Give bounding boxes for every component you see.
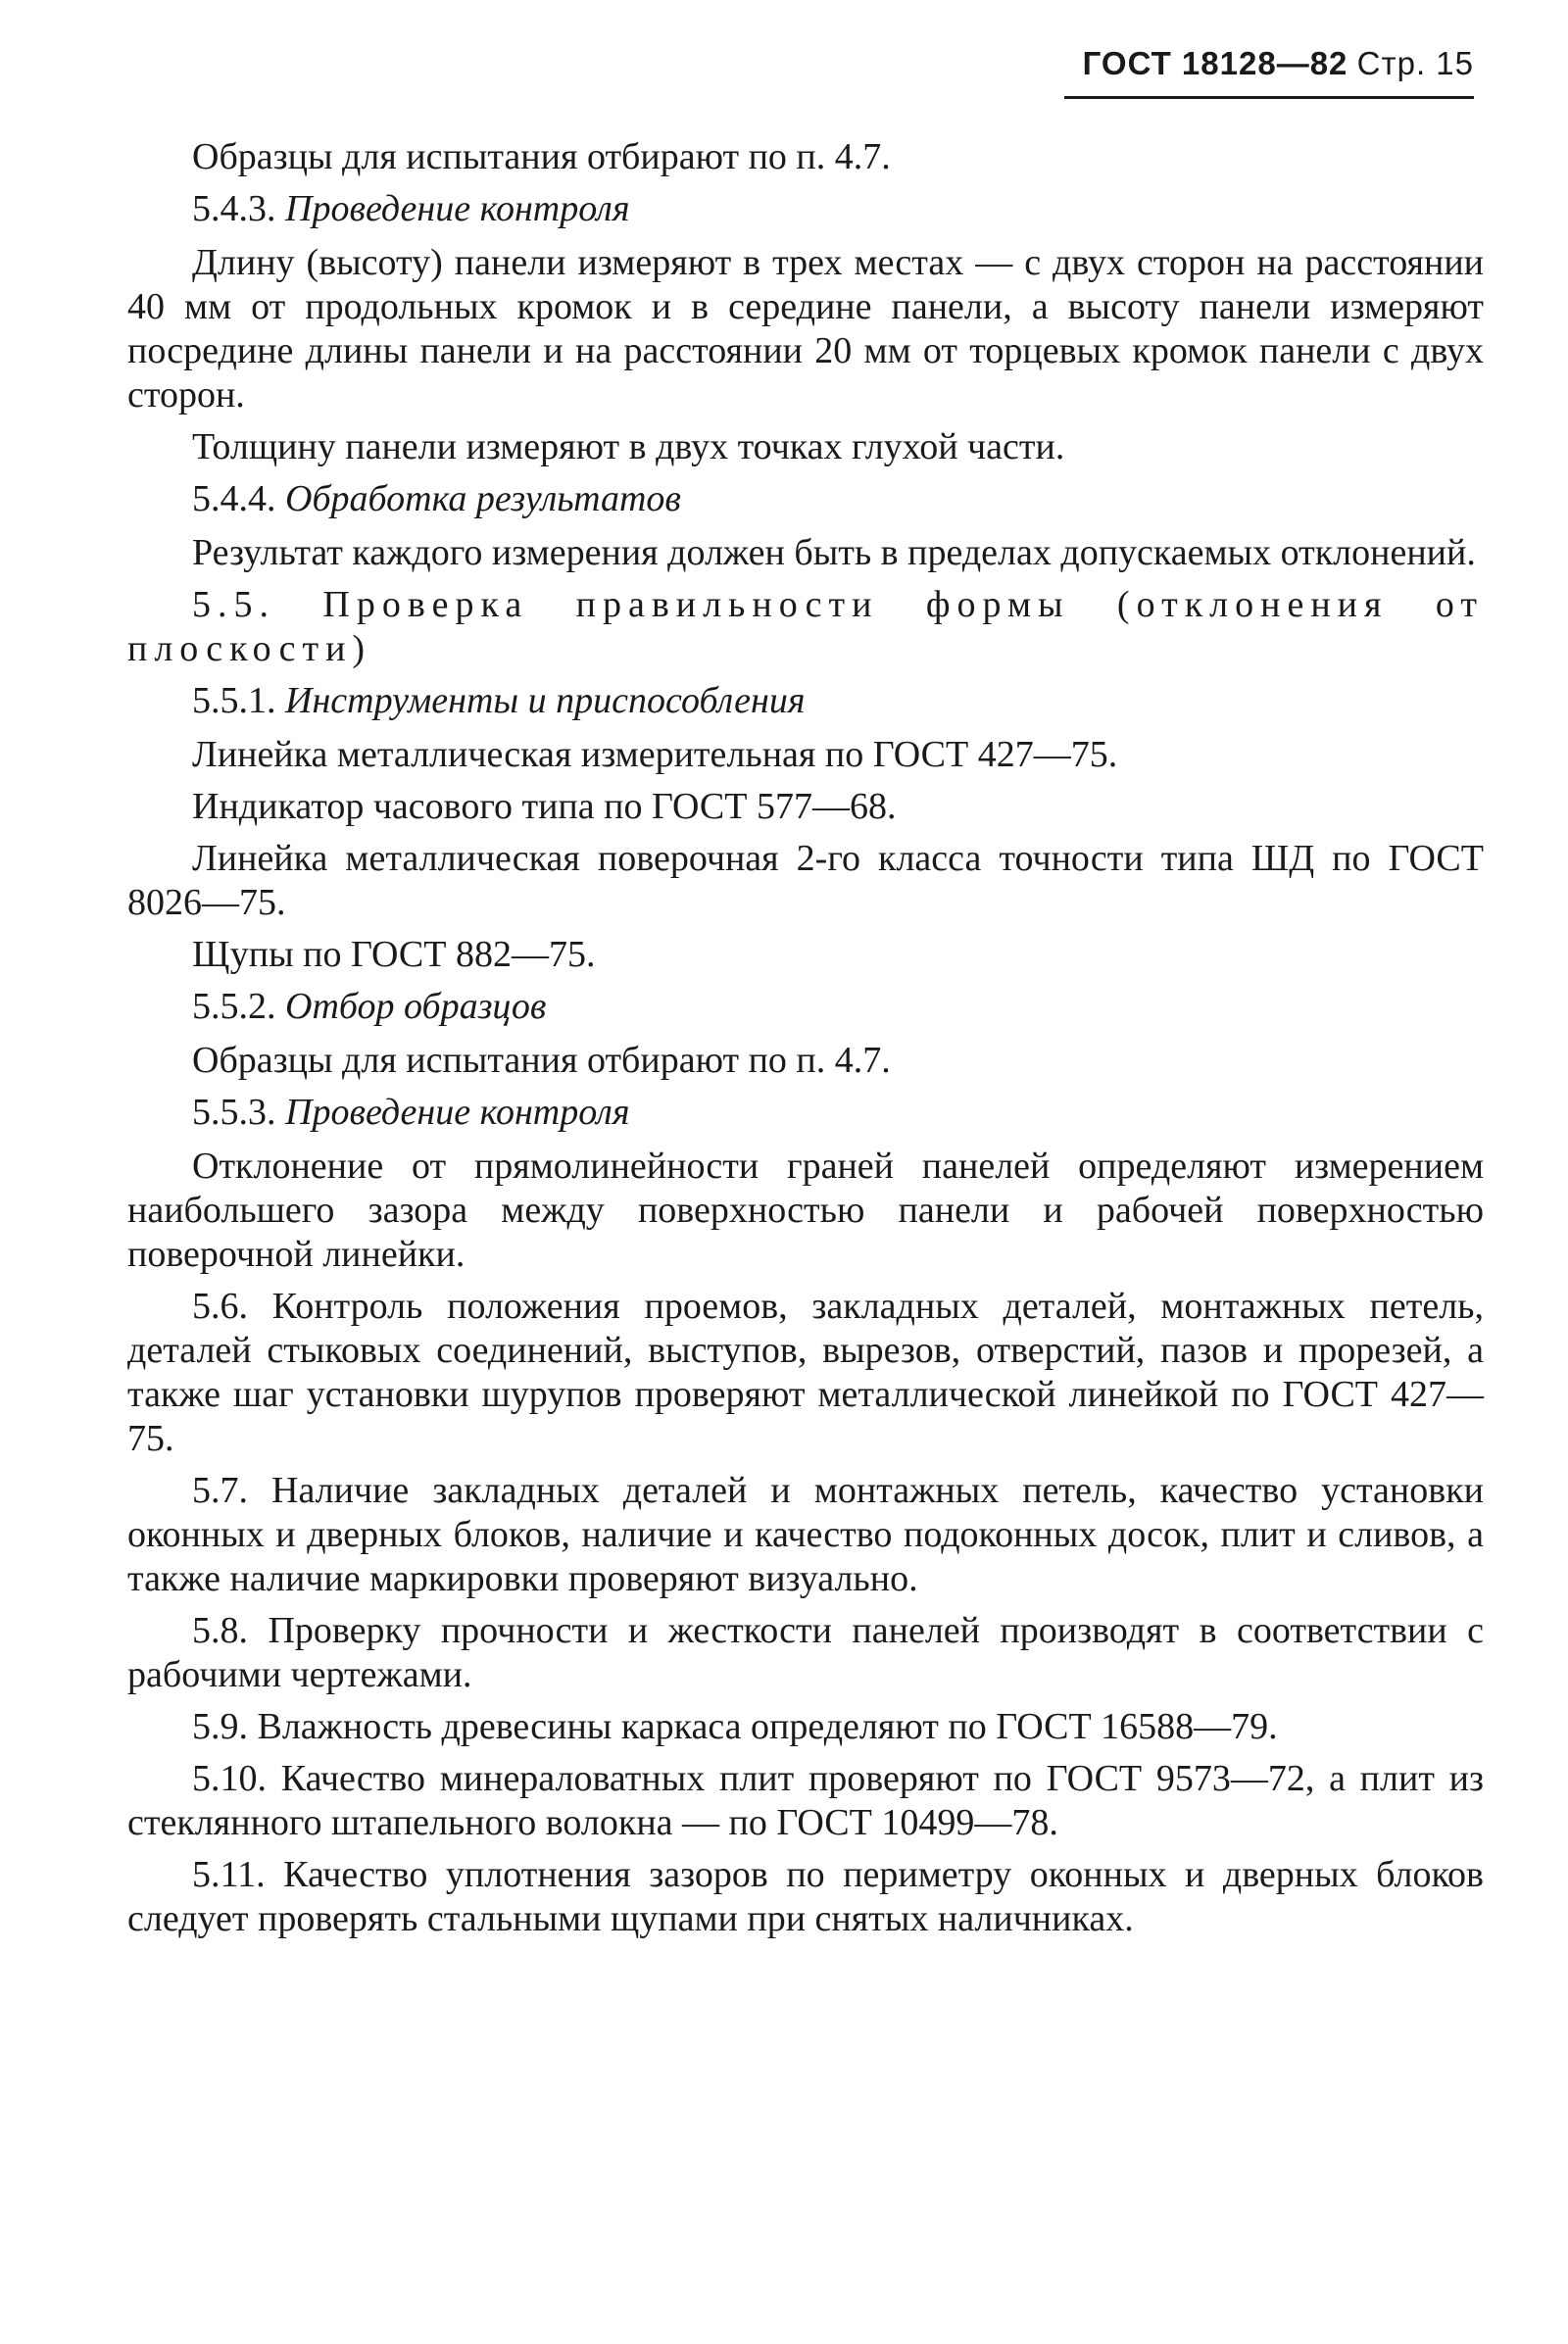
section-title: Инструменты и приспособления [285, 680, 806, 721]
header-rule [1064, 96, 1474, 99]
paragraph: Отклонение от прямолинейности граней панелей определяют измерением наибольшего зазора между поверхностью панели и рабочей поверхностью поверочной линейки. [127, 1146, 1484, 1275]
running-header [984, 45, 1474, 83]
section-number: 5.4.4. [192, 478, 276, 519]
paragraph: Линейка металлическая поверочная 2-го класса точности типа ШД по ГОСТ 8026—75. [127, 838, 1484, 923]
paragraph: Образцы для испытания отбирают по п. 4.7. [192, 136, 891, 177]
document-id: ГОСТ 18128—82 [1082, 45, 1348, 81]
paragraph: 5.9. Влажность древесины каркаса определяют по ГОСТ 16588—79. [192, 1706, 1278, 1747]
paragraph: Индикатор часового типа по ГОСТ 577—68. [192, 786, 897, 827]
section-number: 5.5.3. [192, 1092, 276, 1133]
section-number: 5.5.1. [192, 680, 276, 721]
section-heading-5-4-4 [127, 477, 1484, 521]
section-heading-5-5-3 [127, 1091, 1484, 1135]
paragraph: Щупы по ГОСТ 882—75. [192, 934, 596, 975]
section-heading-5-4-3 [127, 187, 1484, 231]
paragraph: 5.7. Наличие закладных деталей и монтажных петель, качество установки оконных и дверных блоков, наличие и качество подоконных досок, плит и сливов, а также наличие маркировки проверяют визуально. [127, 1470, 1484, 1599]
paragraph: 5.10. Качество минераловатных плит проверяют по ГОСТ 9573—72, а плит из стеклянного штапельного волокна — по ГОСТ 10499—78. [127, 1758, 1484, 1843]
section-number: 5.5.2. [192, 986, 276, 1027]
section-heading-5-5-1 [127, 679, 1484, 723]
section-title: Проведение контроля [285, 1092, 630, 1133]
paragraph: Толщину панели измеряют в двух точках глухой части. [192, 426, 1065, 467]
paragraph: Результат каждого измерения должен быть в пределах допускаемых отклонений. [192, 532, 1476, 573]
section-heading-5-5-2 [127, 985, 1484, 1029]
section-title: Отбор образцов [285, 986, 547, 1027]
paragraph: Длину (высоту) панели измеряют в трех местах — с двух сторон на расстоянии 40 мм от продольных кромок и в середине панели, а высоту панели измеряют посредине длины панели и на расстоянии 20 мм от торцевых кромок панели с двух сторон. [127, 242, 1484, 415]
section-title: Обработка результатов [285, 478, 681, 519]
section-heading-5-5: 5.5. Проверка правильности формы (отклонения от плоскости) [127, 584, 1484, 669]
paragraph: 5.11. Качество уплотнения зазоров по периметру оконных и дверных блоков следует проверять стальными щупами при снятых наличниках. [127, 1854, 1484, 1939]
page-number: Стр. 15 [1356, 45, 1474, 81]
paragraph: 5.8. Проверку прочности и жесткости панелей производят в соответствии с рабочими чертежами. [127, 1610, 1484, 1695]
section-title: Проведение контроля [285, 188, 630, 229]
paragraph: 5.6. Контроль положения проемов, закладных деталей, монтажных петель, деталей стыковых соединений, выступов, вырезов, отверстий, пазов и прорезей, а также шаг установки шурупов проверяют металлической линейкой по ГОСТ 427—75. [127, 1286, 1484, 1459]
section-number: 5.4.3. [192, 188, 276, 229]
paragraph: Линейка металлическая измерительная по ГОСТ 427—75. [192, 734, 1118, 775]
document-body [127, 135, 1484, 1949]
paragraph: Образцы для испытания отбирают по п. 4.7. [192, 1040, 891, 1081]
